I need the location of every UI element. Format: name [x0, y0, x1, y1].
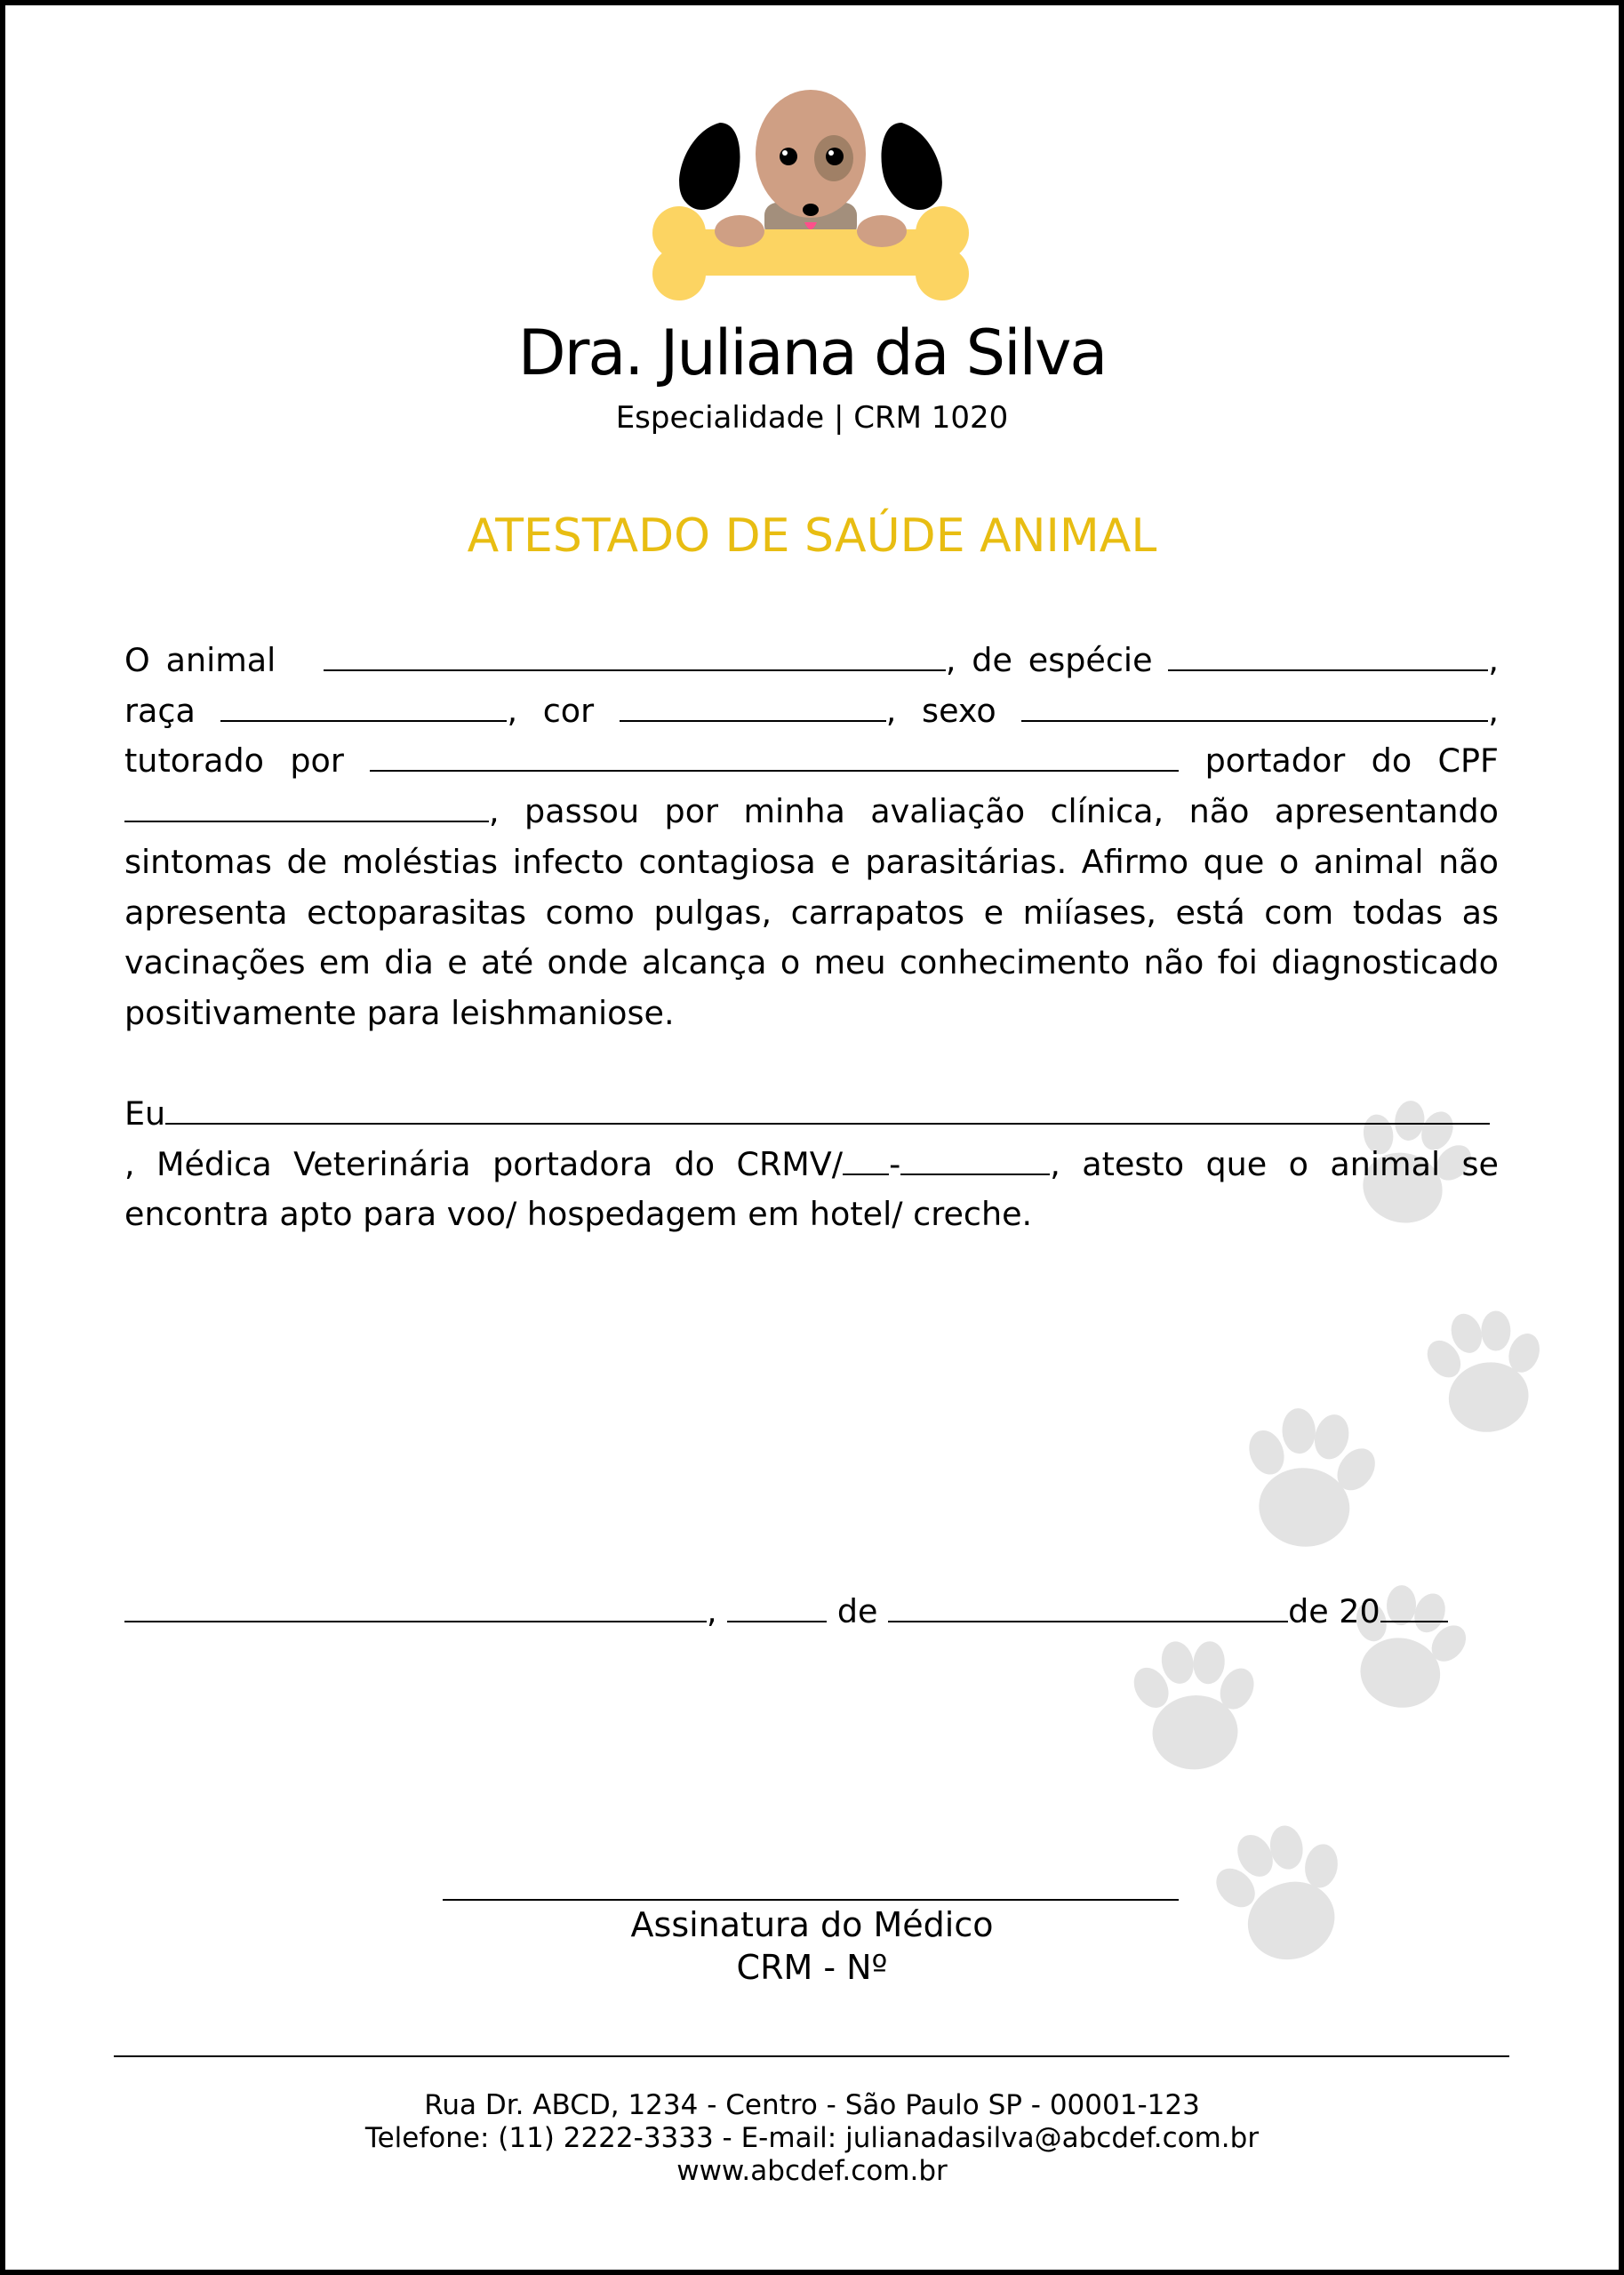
health-statement-paragraph: O animal , de espécie , raça , cor , sexo , tutorado por portador do CPF , passou por minha avaliação clínica, não apresentando sintomas de moléstias infecto contagiosa e parasitárias. Afirmo que o animal não apresenta ectoparasitas como pulgas, carrapatos e miíases, está com todas as vacinações em dia e até onde alcança o meu conhecimento não foi diagnosticado positivamente para leishmaniose. [124, 641, 1500, 1032]
tutor-label: tutorado por [124, 741, 344, 781]
sex-blank[interactable] [1021, 693, 1488, 722]
species-blank[interactable] [1168, 643, 1488, 671]
crmv-number-blank[interactable] [900, 1147, 1050, 1175]
day-blank[interactable] [727, 1594, 827, 1622]
cpf-label: portador do CPF [1204, 741, 1500, 781]
doctor-name: Dra. Juliana da Silva [517, 316, 1107, 389]
veterinarian-name-blank[interactable] [165, 1096, 1490, 1125]
month-blank[interactable] [888, 1594, 1288, 1622]
color-label: , cor [507, 691, 595, 730]
species-label: , de espécie [945, 641, 1153, 679]
crmv-separator: - [889, 1144, 901, 1183]
animal-label: O animal [124, 641, 276, 679]
footer-divider [114, 2055, 1509, 2057]
footer-address: Rua Dr. ABCD, 1234 - Centro - São Paulo SP - 00001-123 [424, 2089, 1200, 2121]
signature-line[interactable] [443, 1899, 1179, 1901]
breed-label: raça [124, 691, 196, 730]
sex-label: , sexo [885, 691, 996, 730]
specialty-line: Especialidade | CRM 1020 [615, 400, 1009, 436]
color-blank[interactable] [620, 693, 886, 722]
year-blank[interactable] [1380, 1594, 1448, 1622]
paragraph1-body: , passou por minha avaliação clínica, não apresentando sintomas de moléstias infecto contagiosa e parasitárias. Afirmo que o animal não apresenta ectoparasitas como pulgas, carrapatos e miíases, está com todas as vacinações em dia e até onde alcança o meu conhecimento não foi diagnosticado positivamente para leishmaniose. [124, 792, 1499, 1032]
dog-bone-logo-icon [651, 87, 971, 309]
date-year-label: de 20 [1288, 1592, 1380, 1630]
paw-print-icon [1418, 1307, 1551, 1440]
footer-contact: Telefone: (11) 2222-3333 - E-mail: julianadasilva@abcdef.com.br [364, 2122, 1260, 2154]
footer-website: www.abcdef.com.br [676, 2155, 948, 2187]
paw-print-icon [1231, 1405, 1382, 1556]
signature-crm: CRM - Nº [736, 1948, 888, 1987]
cpf-blank[interactable] [124, 794, 489, 822]
paw-print-icon [1122, 1636, 1264, 1778]
footer [0, 2089, 1624, 2188]
signature-label: Assinatura do Médico [630, 1905, 994, 1944]
animal-name-blank[interactable] [324, 643, 946, 671]
crmv-label: Médica Veterinária portadora do CRMV/ [156, 1144, 844, 1183]
breed-blank[interactable] [220, 693, 507, 722]
date-line: , de de 20 [124, 1587, 1448, 1637]
date-de-label: de [836, 1592, 878, 1630]
eu-label: Eu [124, 1094, 166, 1133]
veterinarian-statement-paragraph: Eu, Médica Veterinária portadora do CRMV/ - , atesto que o animal se encontra apto para voo/ hospedagem em hotel/ creche. [124, 1094, 1499, 1234]
crmv-state-blank[interactable] [843, 1147, 889, 1175]
document-title: ATESTADO DE SAÚDE ANIMAL [467, 509, 1157, 563]
tutor-blank[interactable] [370, 743, 1179, 772]
city-blank[interactable] [124, 1594, 707, 1622]
paragraph2-body: , atesto que o animal se encontra apto para voo/ hospedagem em hotel/ creche. [124, 1144, 1499, 1234]
